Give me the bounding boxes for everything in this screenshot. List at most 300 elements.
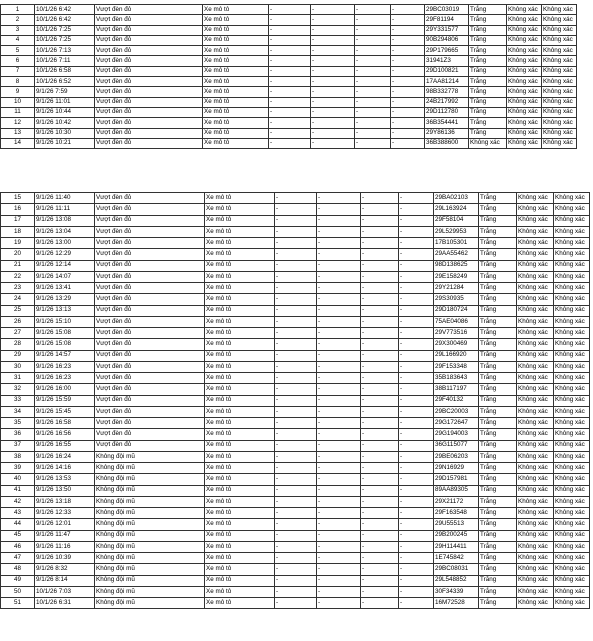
cell-plate-color: Trắng [479, 440, 517, 451]
cell-field-8: - [399, 530, 434, 541]
cell-datetime: 9/1/26 13:08 [35, 215, 95, 226]
cell-field-7: - [361, 451, 399, 462]
cell-plate-color: Trắng [469, 35, 507, 45]
table-row [1, 463, 590, 474]
cell-field-8: - [391, 118, 425, 128]
cell-field-11: Không xác [517, 339, 554, 350]
table-row [1, 564, 590, 575]
cell-field-11: Không xác [517, 530, 554, 541]
cell-row-number: 16 [1, 204, 35, 215]
cell-license-plate: 30F34339 [434, 586, 479, 597]
cell-field-7: - [361, 271, 399, 282]
cell-field-12: Không xác [554, 294, 590, 305]
cell-violation-type: Vượt đèn đỏ [95, 238, 205, 249]
cell-field-8: - [391, 87, 425, 97]
cell-field-8: - [399, 598, 434, 609]
cell-field-5: - [275, 395, 317, 406]
table-row [1, 474, 590, 485]
cell-violation-type: Vượt đèn đỏ [95, 15, 203, 25]
cell-vehicle-type: Xe mô tô [205, 260, 275, 271]
cell-field-7: - [361, 406, 399, 417]
cell-field-8: - [399, 485, 434, 496]
cell-vehicle-type: Xe mô tô [205, 463, 275, 474]
cell-datetime: 9/1/26 13:53 [35, 474, 95, 485]
cell-field-8: - [391, 107, 425, 117]
cell-vehicle-type: Xe mô tô [205, 271, 275, 282]
cell-row-number: 28 [1, 339, 35, 350]
cell-field-7: - [355, 25, 391, 35]
cell-field-6: - [317, 260, 361, 271]
cell-field-5: - [269, 56, 311, 66]
cell-field-7: - [361, 305, 399, 316]
cell-datetime: 10/1/26 7:25 [35, 35, 95, 45]
cell-row-number: 31 [1, 373, 35, 384]
cell-field-8: - [391, 138, 425, 148]
cell-field-7: - [355, 97, 391, 107]
cell-field-11: Không xác [517, 384, 554, 395]
table-row [1, 294, 590, 305]
cell-license-plate: 31941Z3 [425, 56, 469, 66]
cell-field-11: Không xác [517, 541, 554, 552]
cell-vehicle-type: Xe mô tô [205, 496, 275, 507]
cell-row-number: 9 [1, 87, 35, 97]
table-row [1, 271, 590, 282]
cell-field-6: - [317, 519, 361, 530]
cell-vehicle-type: Xe mô tô [205, 508, 275, 519]
cell-datetime: 9/1/26 16:55 [35, 440, 95, 451]
cell-datetime: 9/1/26 13:50 [35, 485, 95, 496]
cell-field-12: Không xác [554, 283, 590, 294]
cell-violation-type: Vượt đèn đỏ [95, 226, 205, 237]
cell-field-5: - [275, 316, 317, 327]
table-row [1, 361, 590, 372]
cell-field-12: Không xác [554, 384, 590, 395]
cell-field-11: Không xác [517, 496, 554, 507]
cell-field-6: - [317, 361, 361, 372]
cell-license-plate: 29F40132 [434, 395, 479, 406]
cell-plate-color: Trắng [479, 485, 517, 496]
cell-field-6: - [317, 474, 361, 485]
cell-vehicle-type: Xe mô tô [203, 138, 269, 148]
cell-field-7: - [361, 283, 399, 294]
cell-field-5: - [269, 97, 311, 107]
cell-violation-type: Vượt đèn đỏ [95, 316, 205, 327]
cell-field-12: Không xác [542, 56, 577, 66]
cell-plate-color: Trắng [479, 260, 517, 271]
cell-field-8: - [399, 541, 434, 552]
cell-field-6: - [311, 107, 355, 117]
cell-license-plate: 98D138625 [434, 260, 479, 271]
cell-plate-color: Trắng [469, 66, 507, 76]
cell-datetime: 10/1/26 7:13 [35, 46, 95, 56]
cell-field-8: - [399, 508, 434, 519]
cell-field-5: - [275, 586, 317, 597]
cell-field-6: - [311, 77, 355, 87]
cell-field-12: Không xác [554, 271, 590, 282]
cell-field-7: - [355, 107, 391, 117]
cell-field-5: - [275, 463, 317, 474]
cell-datetime: 9/1/26 15:59 [35, 395, 95, 406]
cell-field-12: Không xác [554, 406, 590, 417]
cell-violation-type: Vượt đèn đỏ [95, 271, 205, 282]
cell-field-5: - [275, 575, 317, 586]
cell-datetime: 9/1/26 14:07 [35, 271, 95, 282]
table-row [1, 395, 590, 406]
cell-field-7: - [361, 429, 399, 440]
cell-field-6: - [317, 485, 361, 496]
cell-field-6: - [317, 305, 361, 316]
cell-field-12: Không xác [554, 451, 590, 462]
cell-field-12: Không xác [554, 418, 590, 429]
cell-violation-type: Vượt đèn đỏ [95, 429, 205, 440]
cell-field-6: - [317, 283, 361, 294]
cell-datetime: 9/1/26 16:24 [35, 451, 95, 462]
cell-field-8: - [399, 328, 434, 339]
cell-plate-color: Trắng [479, 249, 517, 260]
cell-datetime: 9/1/26 13:29 [35, 294, 95, 305]
cell-field-8: - [399, 294, 434, 305]
cell-row-number: 37 [1, 440, 35, 451]
cell-row-number: 22 [1, 271, 35, 282]
cell-field-5: - [275, 193, 317, 204]
cell-row-number: 47 [1, 553, 35, 564]
cell-field-12: Không xác [542, 5, 577, 15]
cell-field-8: - [399, 553, 434, 564]
table-row [1, 35, 577, 45]
cell-vehicle-type: Xe mô tô [205, 361, 275, 372]
table-row [1, 15, 577, 25]
cell-violation-type: Vượt đèn đỏ [95, 87, 203, 97]
cell-license-plate: 29F58104 [434, 215, 479, 226]
cell-field-5: - [275, 384, 317, 395]
cell-field-11: Không xác [517, 350, 554, 361]
cell-field-11: Không xác [517, 406, 554, 417]
cell-field-12: Không xác [542, 46, 577, 56]
cell-license-plate: 29D112780 [425, 107, 469, 117]
cell-field-12: Không xác [554, 305, 590, 316]
cell-field-5: - [275, 418, 317, 429]
cell-field-5: - [275, 238, 317, 249]
cell-plate-color: Trắng [469, 25, 507, 35]
cell-row-number: 13 [1, 128, 35, 138]
cell-field-7: - [361, 215, 399, 226]
cell-row-number: 30 [1, 361, 35, 372]
cell-violation-type: Không đội mũ [95, 451, 205, 462]
table-row [1, 485, 590, 496]
cell-datetime: 9/1/26 11:47 [35, 530, 95, 541]
cell-field-6: - [317, 553, 361, 564]
cell-field-5: - [275, 260, 317, 271]
cell-violation-type: Không đội mũ [95, 598, 205, 609]
cell-field-11: Không xác [507, 87, 542, 97]
cell-field-12: Không xác [542, 66, 577, 76]
cell-row-number: 5 [1, 46, 35, 56]
table-row [1, 87, 577, 97]
cell-field-8: - [399, 271, 434, 282]
cell-field-7: - [355, 77, 391, 87]
cell-field-8: - [399, 575, 434, 586]
cell-field-5: - [275, 508, 317, 519]
table-row [1, 305, 590, 316]
cell-datetime: 9/1/26 13:00 [35, 238, 95, 249]
table-row [1, 586, 590, 597]
cell-datetime: 9/1/26 16:58 [35, 418, 95, 429]
cell-field-12: Không xác [554, 474, 590, 485]
cell-vehicle-type: Xe mô tô [203, 15, 269, 25]
cell-field-12: Không xác [554, 508, 590, 519]
cell-field-12: Không xác [554, 519, 590, 530]
cell-violation-type: Vượt đèn đỏ [95, 384, 205, 395]
cell-field-8: - [399, 384, 434, 395]
cell-field-11: Không xác [507, 77, 542, 87]
cell-field-7: - [355, 138, 391, 148]
cell-license-plate: 29Y86136 [425, 128, 469, 138]
cell-violation-type: Vượt đèn đỏ [95, 77, 203, 87]
cell-plate-color: Trắng [479, 530, 517, 541]
table-row [1, 418, 590, 429]
cell-plate-color: Trắng [469, 118, 507, 128]
cell-license-plate: 29Y21284 [434, 283, 479, 294]
table-row [1, 316, 590, 327]
cell-field-11: Không xác [517, 193, 554, 204]
cell-violation-type: Không đội mũ [95, 508, 205, 519]
cell-vehicle-type: Xe mô tô [205, 575, 275, 586]
cell-field-11: Không xác [517, 463, 554, 474]
cell-field-11: Không xác [507, 25, 542, 35]
cell-field-7: - [361, 260, 399, 271]
cell-license-plate: 29S30935 [434, 294, 479, 305]
cell-field-12: Không xác [554, 373, 590, 384]
cell-vehicle-type: Xe mô tô [205, 373, 275, 384]
cell-field-5: - [275, 350, 317, 361]
cell-plate-color: Trắng [479, 294, 517, 305]
cell-field-6: - [317, 496, 361, 507]
cell-field-12: Không xác [554, 316, 590, 327]
violations-table-2 [0, 192, 590, 609]
cell-field-8: - [399, 586, 434, 597]
cell-field-12: Không xác [554, 575, 590, 586]
cell-field-7: - [355, 87, 391, 97]
cell-field-7: - [355, 5, 391, 15]
cell-datetime: 10/1/26 6:31 [35, 598, 95, 609]
cell-row-number: 1 [1, 5, 35, 15]
cell-vehicle-type: Xe mô tô [203, 25, 269, 35]
cell-vehicle-type: Xe mô tô [205, 406, 275, 417]
table-row [1, 238, 590, 249]
cell-row-number: 46 [1, 541, 35, 552]
cell-field-6: - [311, 118, 355, 128]
cell-field-6: - [317, 440, 361, 451]
cell-field-7: - [361, 204, 399, 215]
cell-field-12: Không xác [554, 395, 590, 406]
cell-field-5: - [275, 271, 317, 282]
cell-row-number: 20 [1, 249, 35, 260]
cell-field-5: - [269, 77, 311, 87]
cell-field-6: - [317, 294, 361, 305]
cell-plate-color: Trắng [479, 204, 517, 215]
cell-violation-type: Không đội mũ [95, 586, 205, 597]
cell-field-11: Không xác [517, 361, 554, 372]
cell-plate-color: Trắng [479, 328, 517, 339]
table-row [1, 138, 577, 148]
cell-plate-color: Trắng [479, 564, 517, 575]
cell-row-number: 33 [1, 395, 35, 406]
cell-vehicle-type: Xe mô tô [205, 586, 275, 597]
cell-row-number: 14 [1, 138, 35, 148]
cell-field-5: - [275, 283, 317, 294]
cell-vehicle-type: Xe mô tô [205, 193, 275, 204]
cell-field-5: - [275, 485, 317, 496]
cell-row-number: 45 [1, 530, 35, 541]
cell-violation-type: Không đội mũ [95, 474, 205, 485]
cell-field-12: Không xác [554, 215, 590, 226]
cell-field-5: - [269, 46, 311, 56]
cell-field-12: Không xác [554, 541, 590, 552]
cell-field-5: - [275, 496, 317, 507]
cell-row-number: 42 [1, 496, 35, 507]
cell-field-6: - [317, 598, 361, 609]
cell-plate-color: Trắng [479, 350, 517, 361]
cell-row-number: 3 [1, 25, 35, 35]
cell-field-8: - [399, 350, 434, 361]
cell-field-7: - [361, 553, 399, 564]
table-row [1, 226, 590, 237]
cell-vehicle-type: Xe mô tô [205, 451, 275, 462]
cell-field-8: - [399, 215, 434, 226]
cell-vehicle-type: Xe mô tô [205, 429, 275, 440]
cell-field-5: - [269, 138, 311, 148]
cell-field-11: Không xác [507, 56, 542, 66]
cell-field-11: Không xác [517, 598, 554, 609]
cell-field-7: - [361, 508, 399, 519]
cell-plate-color: Trắng [479, 215, 517, 226]
cell-field-11: Không xác [507, 15, 542, 25]
cell-license-plate: 75AE04086 [434, 316, 479, 327]
cell-field-8: - [399, 406, 434, 417]
cell-license-plate: 29N16929 [434, 463, 479, 474]
table-row [1, 384, 590, 395]
table-row [1, 429, 590, 440]
cell-violation-type: Vượt đèn đỏ [95, 35, 203, 45]
cell-field-11: Không xác [507, 97, 542, 107]
cell-datetime: 9/1/26 10:21 [35, 138, 95, 148]
cell-field-5: - [275, 406, 317, 417]
cell-plate-color: Trắng [479, 463, 517, 474]
cell-plate-color: Trắng [469, 46, 507, 56]
cell-license-plate: 29G172647 [434, 418, 479, 429]
cell-datetime: 9/1/26 11:11 [35, 204, 95, 215]
cell-vehicle-type: Xe mô tô [205, 294, 275, 305]
cell-license-plate: 29BE06203 [434, 451, 479, 462]
cell-field-6: - [317, 328, 361, 339]
cell-field-12: Không xác [554, 485, 590, 496]
cell-row-number: 41 [1, 485, 35, 496]
cell-field-7: - [361, 418, 399, 429]
cell-datetime: 9/1/26 12:01 [35, 519, 95, 530]
cell-field-7: - [361, 339, 399, 350]
table-row [1, 541, 590, 552]
cell-field-11: Không xác [517, 249, 554, 260]
cell-vehicle-type: Xe mô tô [205, 215, 275, 226]
cell-field-12: Không xác [542, 138, 577, 148]
cell-vehicle-type: Xe mô tô [205, 553, 275, 564]
cell-field-5: - [269, 87, 311, 97]
cell-license-plate: 29Y331577 [425, 25, 469, 35]
cell-field-7: - [355, 46, 391, 56]
cell-field-8: - [391, 77, 425, 87]
cell-field-11: Không xác [517, 553, 554, 564]
cell-license-plate: 29BC20003 [434, 406, 479, 417]
cell-violation-type: Vượt đèn đỏ [95, 395, 205, 406]
cell-field-12: Không xác [542, 128, 577, 138]
cell-vehicle-type: Xe mô tô [205, 328, 275, 339]
cell-license-plate: 29L548852 [434, 575, 479, 586]
cell-field-7: - [355, 35, 391, 45]
cell-field-11: Không xác [517, 575, 554, 586]
cell-field-8: - [391, 15, 425, 25]
table-row [1, 249, 590, 260]
cell-field-8: - [399, 260, 434, 271]
cell-row-number: 51 [1, 598, 35, 609]
table-row [1, 451, 590, 462]
cell-row-number: 38 [1, 451, 35, 462]
cell-field-7: - [361, 530, 399, 541]
cell-violation-type: Vượt đèn đỏ [95, 373, 205, 384]
cell-row-number: 2 [1, 15, 35, 25]
cell-plate-color: Trắng [479, 339, 517, 350]
cell-violation-type: Vượt đèn đỏ [95, 5, 203, 15]
cell-row-number: 40 [1, 474, 35, 485]
cell-field-8: - [399, 226, 434, 237]
cell-field-5: - [275, 519, 317, 530]
cell-license-plate: 36B388600 [425, 138, 469, 148]
cell-field-7: - [361, 575, 399, 586]
cell-vehicle-type: Xe mô tô [205, 418, 275, 429]
cell-row-number: 25 [1, 305, 35, 316]
cell-field-11: Không xác [517, 316, 554, 327]
cell-field-7: - [361, 440, 399, 451]
cell-field-7: - [361, 564, 399, 575]
cell-field-12: Không xác [554, 361, 590, 372]
cell-plate-color: Trắng [469, 56, 507, 66]
cell-row-number: 43 [1, 508, 35, 519]
cell-field-12: Không xác [554, 350, 590, 361]
cell-violation-type: Vượt đèn đỏ [95, 46, 203, 56]
cell-license-plate: 17B105301 [434, 238, 479, 249]
table-row [1, 46, 577, 56]
cell-violation-type: Không đội mũ [95, 541, 205, 552]
cell-row-number: 49 [1, 575, 35, 586]
cell-datetime: 9/1/26 10:39 [35, 553, 95, 564]
cell-field-6: - [311, 97, 355, 107]
cell-plate-color: Trắng [469, 107, 507, 117]
cell-field-5: - [269, 35, 311, 45]
cell-field-5: - [275, 451, 317, 462]
cell-field-8: - [399, 564, 434, 575]
cell-violation-type: Vượt đèn đỏ [95, 56, 203, 66]
cell-field-8: - [399, 451, 434, 462]
cell-field-7: - [361, 350, 399, 361]
cell-license-plate: 17AA81214 [425, 77, 469, 87]
cell-datetime: 9/1/26 16:00 [35, 384, 95, 395]
cell-field-5: - [275, 429, 317, 440]
cell-field-7: - [361, 541, 399, 552]
cell-field-6: - [317, 575, 361, 586]
cell-field-6: - [311, 35, 355, 45]
cell-plate-color: Trắng [479, 395, 517, 406]
cell-field-12: Không xác [542, 87, 577, 97]
cell-field-8: - [399, 238, 434, 249]
